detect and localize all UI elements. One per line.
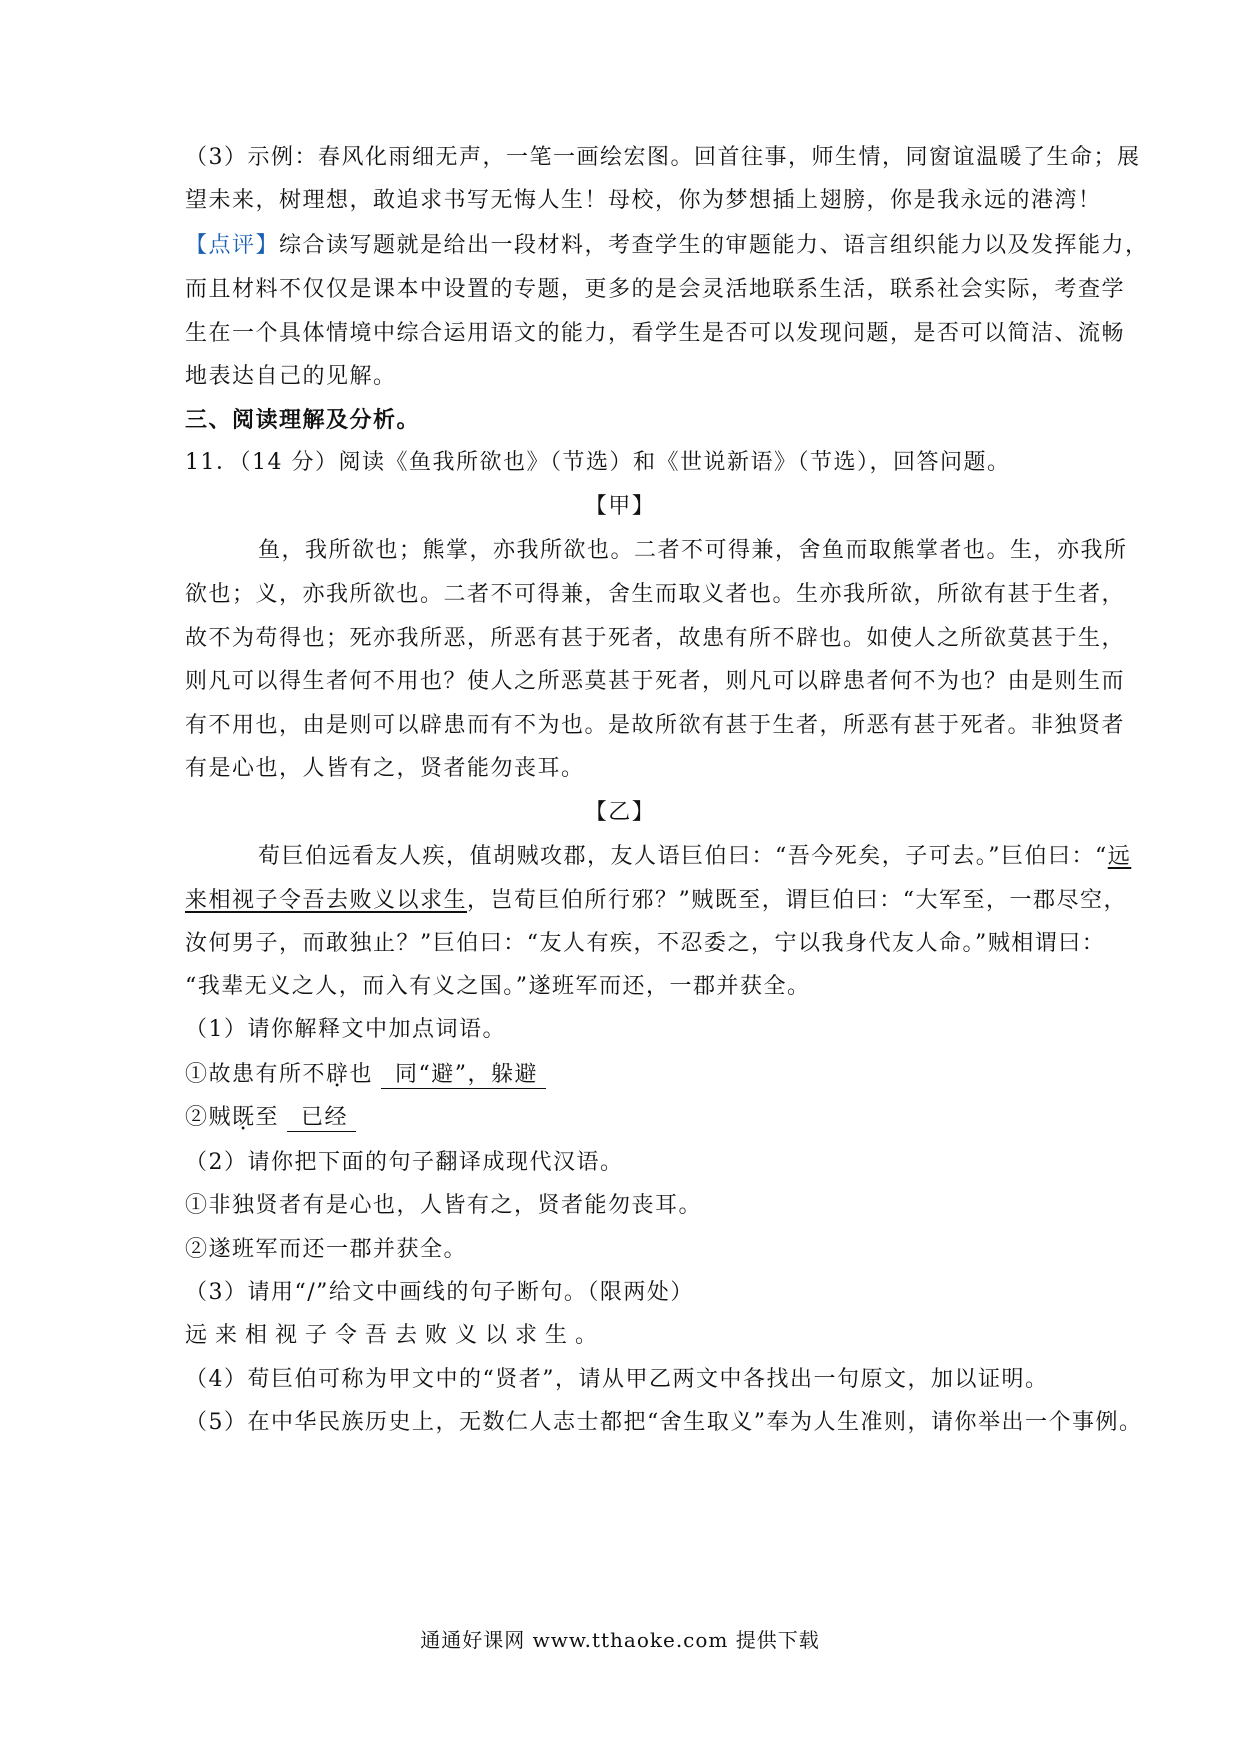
q4-prompt: （4）荀巨伯可称为甲文中的“贤者”，请从甲乙两文中各找出一句原文，加以证明。 bbox=[185, 1367, 1049, 1392]
comment-line1 bbox=[185, 231, 1149, 261]
underlined-sentence-start: 远 bbox=[1107, 844, 1132, 869]
dotted-word: 辟 bbox=[326, 1062, 350, 1087]
comment-line3: 生在一个具体情境中综合运用语文的能力，看学生是否可以发现问题，是否可以简洁、流畅 bbox=[185, 321, 1126, 346]
q3-sentence: 远来相视子令吾去败义以求生。 bbox=[185, 1323, 606, 1348]
underlined-sentence: 来相视子令吾去败义以求生 bbox=[185, 888, 468, 913]
passage-jia-line: 故不为苟得也；死亦我所恶，所恶有甚于死者，故患有所不辟也。如使人之所欲莫甚于生， bbox=[185, 626, 1126, 651]
page-footer: 通通好课网 www.tthaoke.com 提供下载 bbox=[420, 1628, 820, 1652]
answer3-line2: 望未来，树理想，敢追求书写无悔人生！母校，你为梦想插上翅膀，你是我永远的港湾！ bbox=[185, 188, 1102, 213]
passage-jia-line: 欲也；义，亦我所欲也。二者不可得兼，舍生而取义者也。生亦我所欲，所欲有甚于生者， bbox=[185, 582, 1126, 607]
q2-item2: ②遂班军而还一郡并获全。 bbox=[185, 1237, 468, 1262]
q1-item1 bbox=[185, 1060, 1065, 1090]
q1-item2-text: 至 bbox=[255, 1105, 280, 1130]
passage-jia-line: 有是心也，人皆有之，贤者能勿丧耳。 bbox=[185, 756, 585, 781]
passage-yi-line4: “我辈无义之人，而入有义之国。”遂班军而还，一郡并获全。 bbox=[185, 974, 811, 999]
comment-line2: 而且材料不仅仅是课本中设置的专题，更多的是会灵活地联系生活，联系社会实际，考查学 bbox=[185, 277, 1126, 302]
comment-text: 综合读写题就是给出一段材料，考查学生的审题能力、语言组织能力以及发挥能力， bbox=[279, 233, 1149, 258]
q1-item1-text: 也 bbox=[349, 1062, 374, 1087]
passage-jia-line: 鱼，我所欲也；熊掌，亦我所欲也。二者不可得兼，舍鱼而取熊掌者也。生，亦我所 bbox=[258, 538, 1128, 563]
passage-yi-line1 bbox=[258, 842, 1132, 872]
passage-yi-heading: 【乙】 bbox=[584, 800, 656, 825]
passage-jia-line: 则凡可以得生者何不用也？使人之所恶莫甚于死者，则凡可以辟患者何不为也？由是则生而 bbox=[185, 669, 1126, 694]
q1-item1-text: ①故患有所不 bbox=[185, 1062, 327, 1087]
q1-item1-answer: 同“避”，躲避 bbox=[381, 1062, 546, 1089]
passage-yi-text: 荀巨伯远看友人疾，值胡贼攻郡，友人语巨伯曰：“吾今死矣，子可去。”巨伯曰：“ bbox=[258, 844, 1108, 869]
q1-item2-answer: 已经 bbox=[287, 1105, 356, 1132]
answer3-line1: （3）示例：春风化雨细无声，一笔一画绘宏图。回首往事，师生情，同窗谊温暖了生命；展 bbox=[185, 145, 1141, 170]
passage-yi-line2 bbox=[185, 886, 1128, 916]
q3-prompt: （3）请用“/”给文中画线的句子断句。（限两处） bbox=[185, 1280, 694, 1305]
comment-line4: 地表达自己的见解。 bbox=[185, 364, 397, 389]
comment-tag: 【点评】 bbox=[185, 233, 280, 258]
passage-jia-line: 有不用也，由是则可以辟患而有不为也。是故所欲有甚于生者，所恶有甚于死者。非独贤者 bbox=[185, 713, 1126, 738]
passage-yi-text: ，岂荀巨伯所行邪？”贼既至，谓巨伯曰：“大军至，一郡尽空， bbox=[467, 888, 1128, 913]
passage-yi-line3: 汝何男子，而敢独止？”巨伯曰：“友人有疾，不忍委之，宁以我身代友人命。”贼相谓曰： bbox=[185, 931, 1106, 956]
section-title: 三、阅读理解及分析。 bbox=[185, 407, 421, 433]
passage-jia-heading: 【甲】 bbox=[584, 494, 656, 519]
q1-item2 bbox=[185, 1103, 1065, 1133]
q5-prompt: （5）在中华民族历史上，无数仁人志士都把“舍生取义”奉为人生准则，请你举出一个事例。 bbox=[185, 1410, 1143, 1435]
q2-prompt: （2）请你把下面的句子翻译成现代汉语。 bbox=[185, 1150, 624, 1175]
q2-item1: ①非独贤者有是心也，人皆有之，贤者能勿丧耳。 bbox=[185, 1193, 703, 1218]
q1-item2-text: ②贼 bbox=[185, 1105, 233, 1130]
dotted-word: 既 bbox=[232, 1105, 256, 1130]
q1-prompt: （1）请你解释文中加点词语。 bbox=[185, 1017, 506, 1042]
question-11: 11．（14 分）阅读《鱼我所欲也》（节选）和《世说新语》（节选），回答问题。 bbox=[185, 450, 1011, 475]
